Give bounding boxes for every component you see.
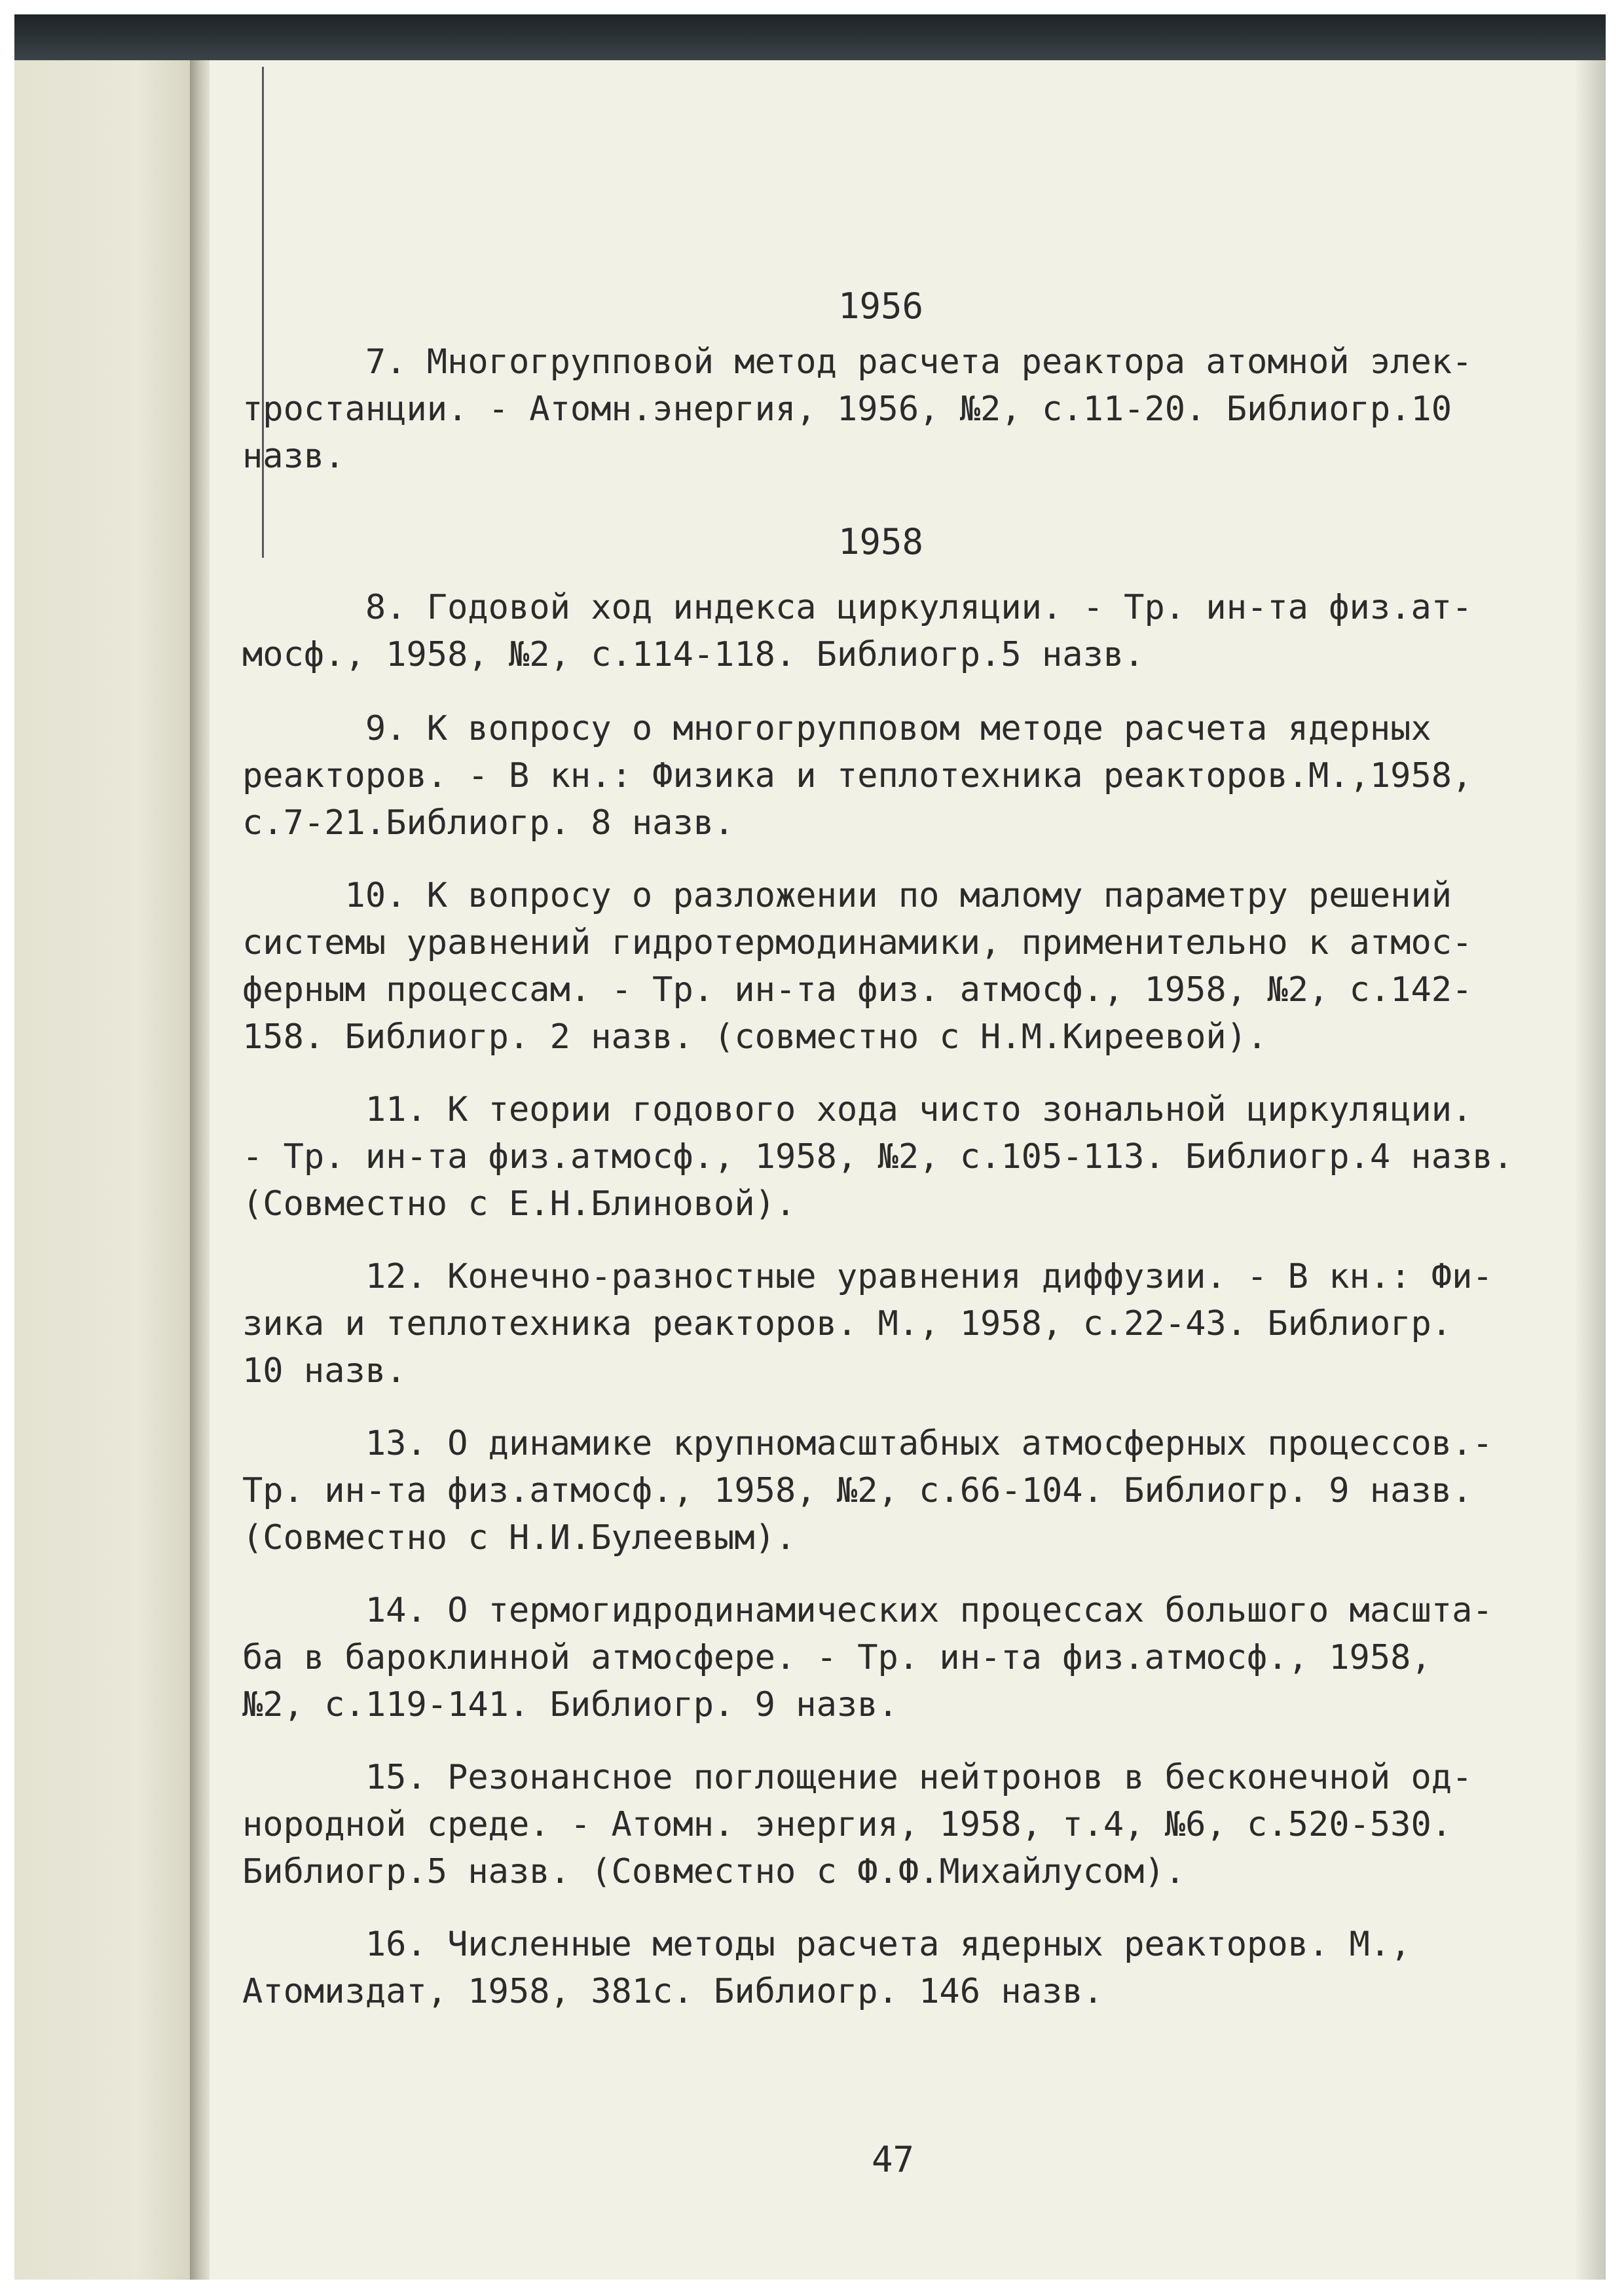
page-number: 47: [871, 2139, 915, 2180]
entry-line: 10. К вопросу о разложении по малому параметру решений: [242, 876, 1452, 915]
scanner-top-edge: [14, 14, 1606, 60]
entry-line: 7. Многогрупповой метод расчета реактора атомной элек-: [242, 342, 1473, 382]
entry-line: 12. Конечно-разностные уравнения диффузии. - В кн.: Фи-: [242, 1257, 1493, 1296]
entry-line: с.7-21.Библиогр. 8 назв.: [242, 803, 735, 843]
entry-line: ферным процессам. - Тр. ин-та физ. атмосф., 1958, №2, с.142-: [242, 970, 1473, 1010]
entry-line: нородной среде. - Атомн. энергия, 1958, т.4, №6, с.520-530.: [242, 1805, 1452, 1844]
page-right-edge: [1576, 60, 1606, 2280]
entry-line: 8. Годовой ход индекса циркуляции. - Тр. ин-та физ.ат-: [242, 588, 1473, 627]
entry-line: системы уравнений гидротермодинамики, применительно к атмос-: [242, 923, 1473, 962]
entry-line: (Совместно с Н.И.Булеевым).: [242, 1518, 796, 1558]
entry-line: 16. Численные методы расчета ядерных реакторов. М.,: [242, 1925, 1411, 1964]
entry-line: реакторов. - В кн.: Физика и теплотехника реакторов.М.,1958,: [242, 756, 1473, 795]
bibliography-text: [242, 60, 1519, 2181]
entry-line: мосф., 1958, №2, с.114-118. Библиогр.5 назв.: [242, 635, 1145, 674]
scanned-page-frame: [14, 14, 1606, 2280]
entry-line: 15. Резонансное поглощение нейтронов в бесконечной од-: [242, 1758, 1473, 1797]
entry-line: (Совместно с Е.Н.Блиновой).: [242, 1184, 796, 1224]
entry-line: 13. О динамике крупномасштабных атмосферных процессов.-: [242, 1424, 1493, 1463]
entry-line: Тр. ин-та физ.атмосф., 1958, №2, с.66-104. Библиогр. 9 назв.: [242, 1471, 1473, 1510]
document-page: [210, 60, 1576, 2280]
entry-line: зика и теплотехника реакторов. М., 1958, с.22-43. Библиогр.: [242, 1304, 1452, 1343]
entry-line: Атомиздат, 1958, 381с. Библиогр. 146 назв.: [242, 1972, 1103, 2011]
section-year-1956: 1956: [838, 285, 924, 327]
entry-line: 9. К вопросу о многогрупповом методе расчета ядерных: [242, 709, 1431, 748]
entry-line: назв.: [242, 437, 345, 476]
book-gutter: [190, 60, 210, 2280]
entry-line: 11. К теории годового хода чисто зональной циркуляции.: [242, 1090, 1473, 1129]
entry-line: тростанции. - Атомн.энергия, 1956, №2, с.11-20. Библиогр.10: [242, 390, 1452, 429]
entry-line: ба в бароклинной атмосфере. - Тр. ин-та физ.атмосф., 1958,: [242, 1638, 1431, 1677]
facing-page-edge: [14, 60, 190, 2280]
entry-line: 158. Библиогр. 2 назв. (совместно с Н.М.Киреевой).: [242, 1017, 1268, 1057]
entry-line: №2, с.119-141. Библиогр. 9 назв.: [242, 1685, 898, 1724]
section-year-1958: 1958: [838, 521, 924, 562]
entry-line: 10 назв.: [242, 1351, 407, 1391]
entry-line: 14. О термогидродинамических процессах большого масшта-: [242, 1591, 1493, 1630]
entry-line: - Тр. ин-та физ.атмосф., 1958, №2, с.105-113. Библиогр.4 назв.: [242, 1137, 1514, 1176]
entry-line: Библиогр.5 назв. (Совместно с Ф.Ф.Михайлусом).: [242, 1852, 1186, 1891]
